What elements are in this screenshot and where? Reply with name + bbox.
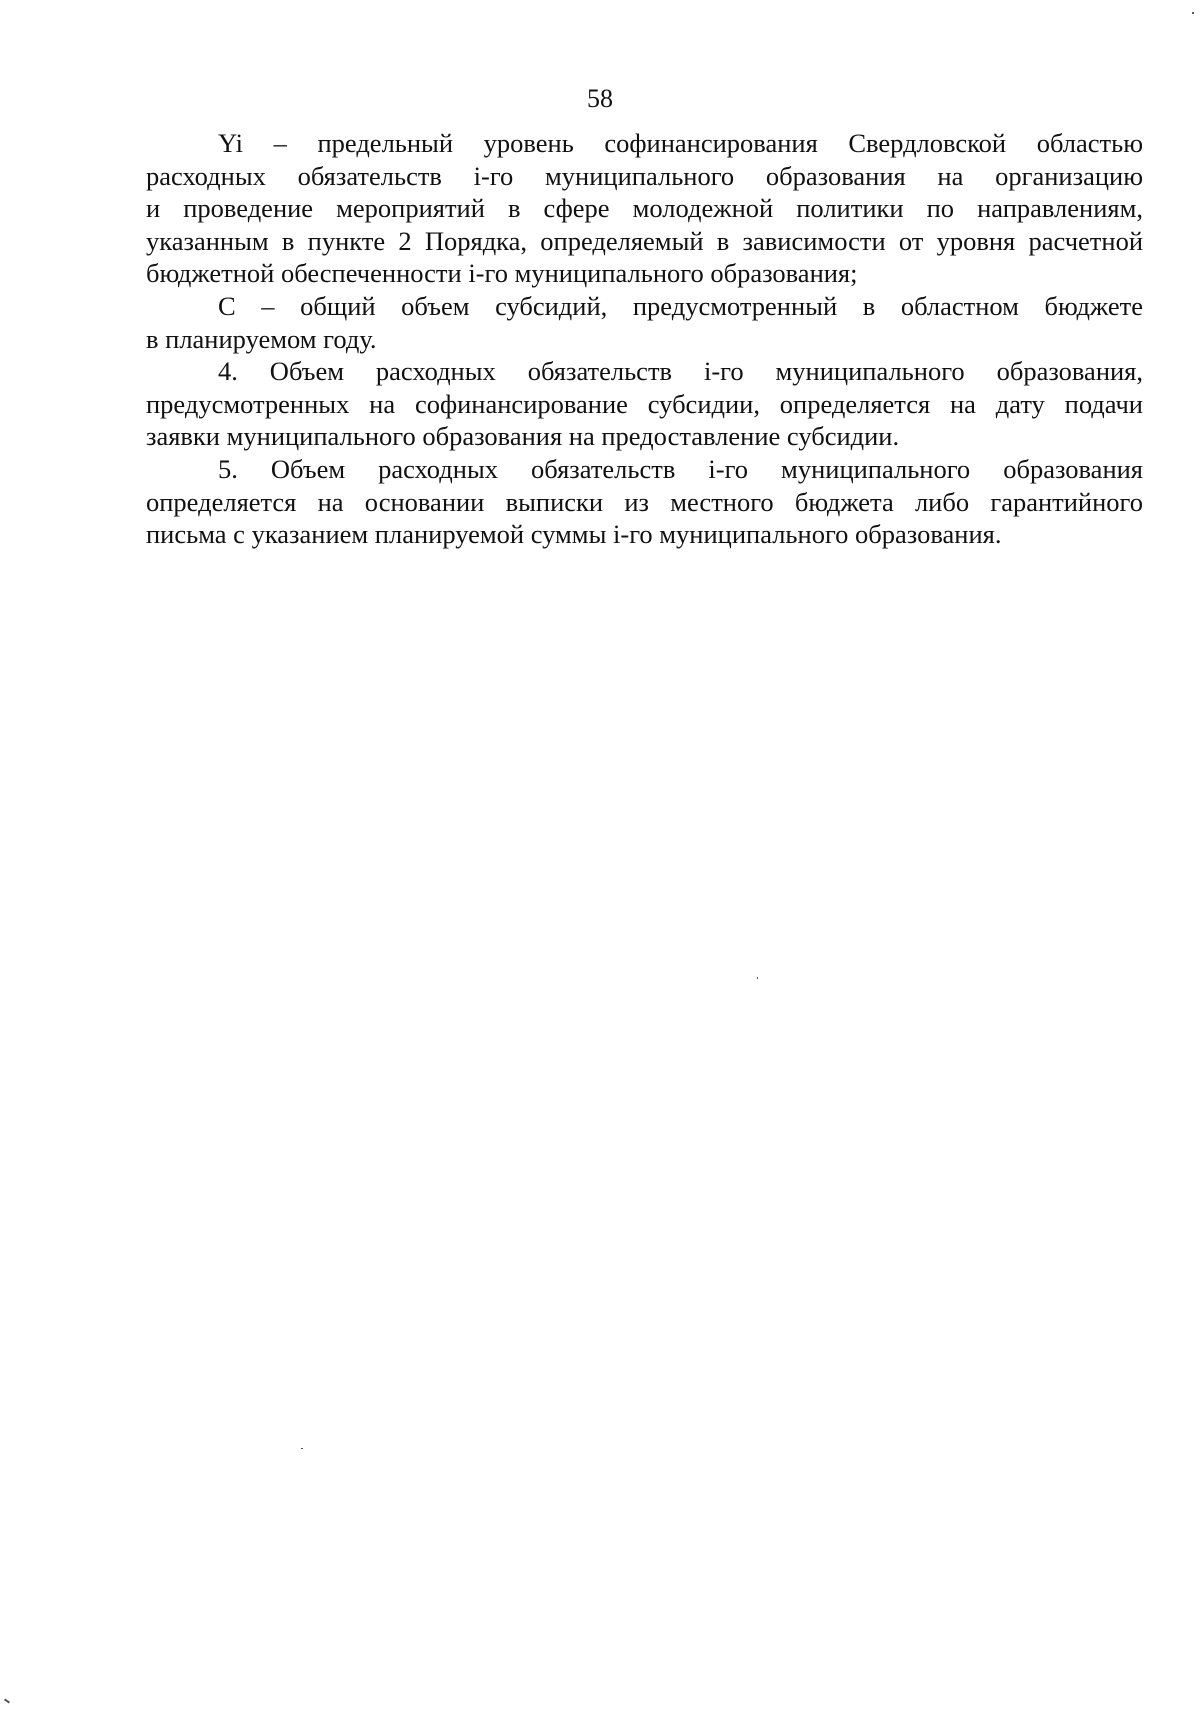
scan-artifact xyxy=(757,977,758,979)
paragraph-item-5 xyxy=(146,453,1143,551)
text-line: определяется на основании выписки из местного бюджета либо гарантийного xyxy=(146,486,1143,517)
text-line: бюджетной обеспеченности i-го муниципального образования; xyxy=(146,258,858,289)
text-line: и проведение мероприятий в сфере молодежной политики по направлениям, xyxy=(146,193,1143,224)
text-line: предусмотренных на софинансирование субсидии, определяется на дату подачи xyxy=(146,388,1143,419)
paragraph-yi-definition xyxy=(146,127,1143,290)
text-line: письма с указанием планируемой суммы i-го муниципального образования. xyxy=(146,519,1002,550)
text-line: указанным в пункте 2 Порядка, определяемый в зависимости от уровня расчетной xyxy=(146,225,1143,256)
page-number: 58 xyxy=(587,84,613,113)
paragraph-item-4 xyxy=(146,355,1143,453)
text-line: расходных обязательств i-го муниципального образования на организацию xyxy=(146,160,1143,191)
text-line: в планируемом году. xyxy=(146,323,377,354)
scan-artifact xyxy=(4,1698,10,1703)
scan-artifact xyxy=(1192,12,1194,14)
text-line: 4. Объем расходных обязательств i-го муниципального образования, xyxy=(218,356,1143,387)
text-line: С – общий объем субсидий, предусмотренный в областном бюджете xyxy=(218,290,1143,321)
scan-artifact xyxy=(301,1448,303,1449)
text-line: 5. Объем расходных обязательств i-го муниципального образования xyxy=(218,453,1143,484)
document-body xyxy=(146,127,1143,551)
paragraph-c-definition xyxy=(146,290,1143,355)
text-line: заявки муниципального образования на предоставление субсидии. xyxy=(146,421,900,452)
text-line: Yi – предельный уровень софинансирования Свердловской областью xyxy=(218,128,1143,158)
